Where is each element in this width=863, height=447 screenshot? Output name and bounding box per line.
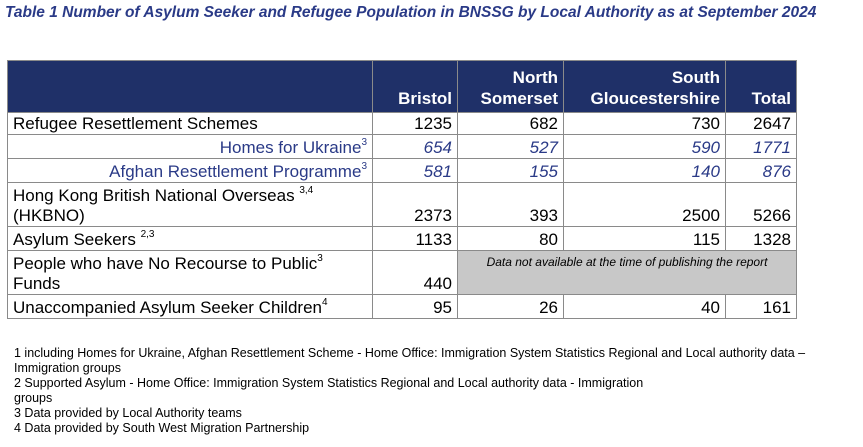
cell-north-somerset: 527: [458, 135, 564, 159]
header-row: [8, 61, 797, 113]
row-label: Hong Kong British National Overseas $^{3,4}$ (HKBNO): [8, 183, 373, 227]
footnote-2-continued: groups: [14, 391, 53, 405]
cell-total: 2647: [726, 113, 797, 135]
cell-north-somerset: 393: [458, 183, 564, 227]
cell-bristol: 440: [373, 251, 458, 295]
footnote-3: 3 Data provided by Local Authority teams: [14, 406, 242, 420]
footnote-1: 1 including Homes for Ukraine, Afghan Resettlement Scheme - Home Office: Immigration System Statistics Regional and Local authority data – Immigration groups: [14, 346, 806, 375]
cell-bristol: 581: [373, 159, 458, 183]
cell-south-gloucestershire: 730: [564, 113, 726, 135]
header-north-somerset: North Somerset: [458, 61, 564, 113]
footnote-4: 4 Data provided by South West Migration Partnership: [14, 421, 310, 435]
cell-total: 5266: [726, 183, 797, 227]
cell-south-gloucestershire: 140: [564, 159, 726, 183]
table-row: [8, 113, 797, 135]
footnote-2: 2 Supported Asylum - Home Office: Immigration System Statistics Regional and Local authority data - Immigration: [14, 376, 644, 390]
cell-south-gloucestershire: 2500: [564, 183, 726, 227]
cell-south-gloucestershire: 40: [564, 295, 726, 319]
cell-north-somerset: 682: [458, 113, 564, 135]
row-label: People who have No Recourse to Public$^3$ Funds: [8, 251, 373, 295]
row-label: Refugee Resettlement Schemes: [8, 113, 373, 135]
cell-bristol: 1133: [373, 227, 458, 251]
cell-north-somerset: 26: [458, 295, 564, 319]
header-bristol: Bristol: [373, 61, 458, 113]
table-row: [8, 227, 797, 251]
cell-bristol: 654: [373, 135, 458, 159]
cell-total: 876: [726, 159, 797, 183]
cell-total: 1771: [726, 135, 797, 159]
cell-north-somerset: 155: [458, 159, 564, 183]
header-south-gloucestershire: South Gloucestershire: [564, 61, 726, 113]
data-unavailable-note: Data not available at the time of publishing the report: [458, 251, 797, 295]
header-blank: [8, 61, 373, 113]
cell-north-somerset: 80: [458, 227, 564, 251]
footnotes: [14, 346, 859, 436]
cell-south-gloucestershire: 115: [564, 227, 726, 251]
table-row: [8, 251, 797, 295]
row-label: Unaccompanied Asylum Seeker Children$^4$: [8, 295, 373, 319]
table-row: [8, 183, 797, 227]
cell-south-gloucestershire: 590: [564, 135, 726, 159]
cell-bristol: 95: [373, 295, 458, 319]
table-caption: Table 1 Number of Asylum Seeker and Refugee Population in BNSSG by Local Authority as at September 2024: [5, 4, 817, 21]
header-total: Total: [726, 61, 797, 113]
table-row: [8, 135, 797, 159]
table-row: [8, 159, 797, 183]
row-label: Afghan Resettlement Programme$^3$: [8, 159, 373, 183]
row-label: Asylum Seekers $^{2,3}$: [8, 227, 373, 251]
cell-bristol: 1235: [373, 113, 458, 135]
cell-bristol: 2373: [373, 183, 458, 227]
cell-total: 161: [726, 295, 797, 319]
table-row: [8, 295, 797, 319]
cell-total: 1328: [726, 227, 797, 251]
population-table: [7, 60, 797, 319]
row-label: Homes for Ukraine$^3$: [8, 135, 373, 159]
